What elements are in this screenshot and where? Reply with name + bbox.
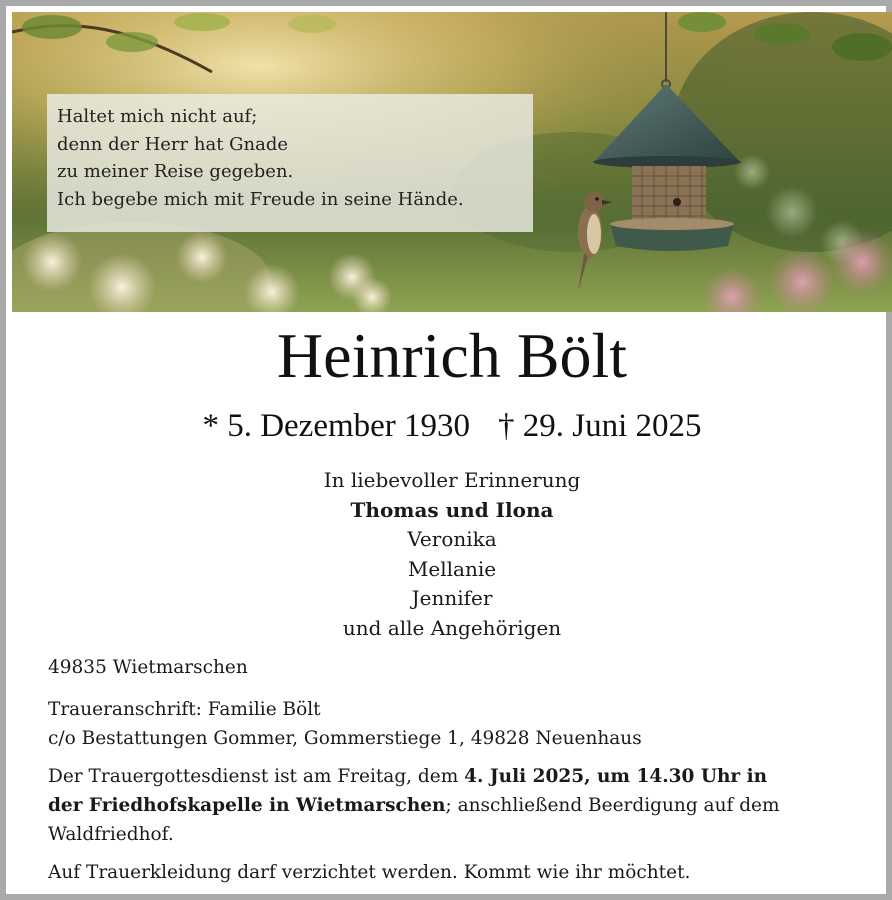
service-date-time: 4. Juli 2025, um 14.30 Uhr in	[464, 766, 768, 787]
mourners-closing: und alle Angehörigen	[342, 615, 562, 640]
mourner-name: Jennifer	[411, 586, 493, 610]
verse-box	[47, 94, 533, 232]
address-line: Traueranschrift: Familie Bölt	[48, 699, 321, 720]
verse-line: Haltet mich nicht auf;	[57, 106, 258, 127]
service-text: ; anschließend Beerdigung auf dem	[445, 795, 780, 816]
life-dates	[6, 406, 892, 446]
location: 49835 Wietmarschen	[48, 657, 248, 678]
mourner-name: Veronika	[407, 527, 497, 551]
service-info	[48, 762, 868, 849]
birth-date: * 5. Dezember 1930	[202, 408, 471, 444]
verse-line: zu meiner Reise gegeben.	[57, 161, 294, 182]
mourners-primary: Thomas und Ilona	[350, 497, 554, 522]
verse-line: denn der Herr hat Gnade	[57, 133, 289, 155]
death-date: † 29. Juni 2025	[498, 408, 702, 444]
bird-feeder-photo	[12, 12, 892, 312]
service-venue: der Friedhofskapelle in Wietmarschen	[48, 795, 446, 816]
service-text: Der Trauergottesdienst ist am Freitag, dem	[48, 766, 465, 787]
mourners-intro: In liebevoller Erinnerung	[323, 468, 581, 492]
deceased-name: Heinrich Bölt	[276, 320, 628, 391]
mourner-name: Mellanie	[407, 556, 497, 581]
dress-note: Auf Trauerkleidung darf verzichtet werden. Kommt wie ihr möchtet.	[48, 862, 691, 883]
mourning-address	[48, 695, 868, 753]
mourners-block	[6, 466, 892, 643]
service-text: Waldfriedhof.	[48, 824, 174, 845]
verse-line: Ich begebe mich mit Freude in seine Hände.	[57, 188, 464, 210]
address-line: c/o Bestattungen Gommer, Gommerstiege 1, 49828 Neuenhaus	[48, 728, 642, 749]
